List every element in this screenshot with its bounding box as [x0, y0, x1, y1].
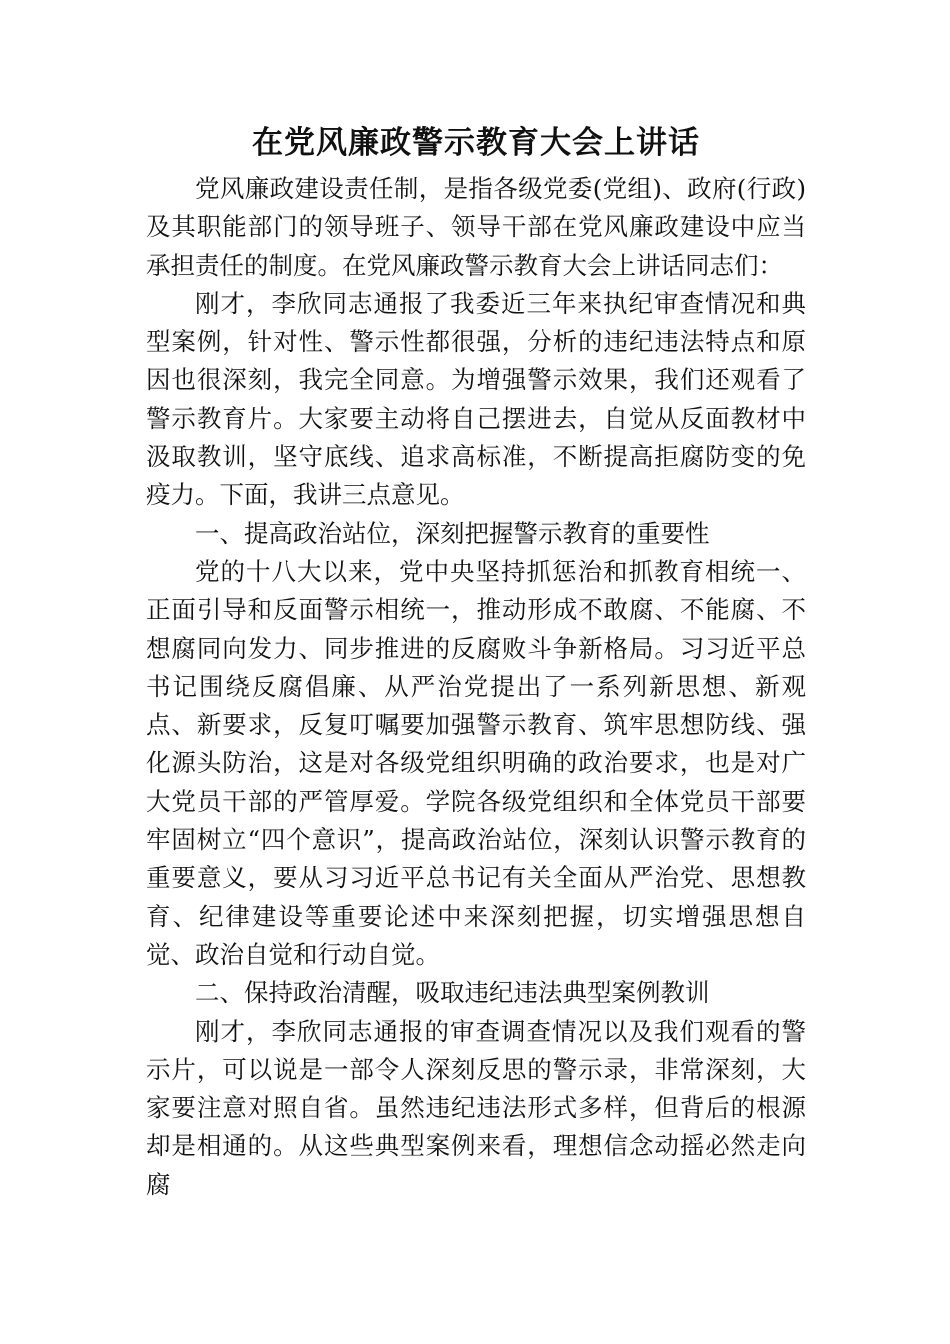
paragraph-opening: 刚才，李欣同志通报了我委近三年来执纪审查情况和典型案例，针对性、警示性都很强，分析的违纪违法特点和原因也很深刻，我完全同意。为增强警示效果，我们还观看了警示教育片。大家要主动将自己摆进去，自觉从反面教材中汲取教训，坚守底线、追求高标准，不断提高拒腐防变的免疫力。下面，我讲三点意见。	[146, 288, 806, 510]
paragraph-section-2: 刚才，李欣同志通报的审查调查情况以及我们观看的警示片，可以说是一部令人深刻反思的警示录，非常深刻，大家要注意对照自省。虽然违纪违法形式多样，但背后的根源却是相通的。从这些典型案例来看，理想信念动摇必然走向腐	[146, 1016, 806, 1199]
document-page	[146, 118, 806, 1204]
document-title: 在党风廉政警示教育大会上讲话	[252, 125, 700, 161]
paragraph-section-1: 党的十八大以来，党中央坚持抓惩治和抓教育相统一、正面引导和反面警示相统一，推动形成不敢腐、不能腐、不想腐同向发力、同步推进的反腐败斗争新格局。习习近平总书记围绕反腐倡廉、从严治党提出了一系列新思想、新观点、新要求，反复叮嘱要加强警示教育、筑牢思想防线、强化源头防治，这是对各级党组织明确的政治要求，也是对广大党员干部的严管厚爱。学院各级党组织和全体党员干部要牢固树立“四个意识”，提高政治站位，深刻认识警示教育的重要意义，要从习习近平总书记有关全面从严治党、思想教育、纪律建设等重要论述中来深刻把握，切实增强思想自觉、政治自觉和行动自觉。	[146, 556, 806, 969]
section-heading-1: 一、提高政治站位，深刻把握警示教育的重要性	[195, 518, 710, 548]
section-heading-2: 二、保持政治清醒，吸取违纪违法典型案例教训	[195, 978, 710, 1008]
paragraph-intro: 党风廉政建设责任制，是指各级党委(党组)、政府(行政)及其职能部门的领导班子、领导干部在党风廉政建设中应当承担责任的制度。在党风廉政警示教育大会上讲话同志们：	[146, 174, 806, 280]
